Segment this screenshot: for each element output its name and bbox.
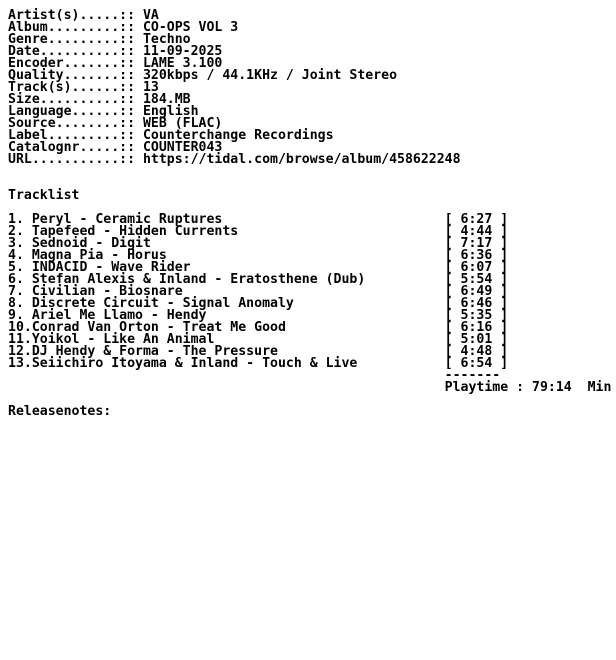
blank-line (8, 178, 611, 190)
track-row: 12.DJ Hendy & Forma - The Pressure [ 4:48 ] (8, 344, 509, 359)
info-line-label: Label.........:: Counterchange Recordings (8, 128, 334, 143)
info-line-tracks: Track(s)......:: 13 (8, 80, 159, 95)
info-line-language: Language......:: English (8, 104, 199, 119)
track-row: 13.Seiichiro Itoyama & Inland - Touch & Live [ 6:54 ] (8, 356, 509, 371)
info-line-quality: Quality.......:: 320kbps / 44.1KHz / Joint Stereo (8, 68, 398, 83)
track-row: 5. INDACID - Wave Rider [ 6:07 ] (8, 260, 509, 275)
blank-line (8, 166, 611, 178)
info-line-url: URL...........:: https://tidal.com/browse/album/458622248 (8, 152, 461, 167)
track-row: 4. Magna Pia - Horus [ 6:36 ] (8, 248, 509, 263)
info-line-genre: Genre.........:: Techno (8, 32, 191, 47)
track-row: 3. Sednoid - Digit [ 7:17 ] (8, 236, 509, 251)
info-line-catalognr: Catalognr.....:: COUNTER043 (8, 140, 223, 155)
track-row: 10.Conrad Van Orton - Treat Me Good [ 6:16 ] (8, 320, 509, 335)
releasenotes-heading: Releasenotes: (8, 404, 112, 419)
info-line-album: Album.........:: CO-OPS VOL 3 (8, 20, 239, 35)
info-line-encoder: Encoder.......:: LAME 3.100 (8, 56, 223, 71)
track-row: 6. Stefan Alexis & Inland - Eratosthene (Dub) [ 5:54 ] (8, 272, 509, 287)
info-line-artist: Artist(s).....:: VA (8, 8, 159, 23)
nfo-text (8, 10, 611, 418)
info-line-source: Source........:: WEB (FLAC) (8, 116, 223, 131)
track-row: 2. Tapefeed - Hidden Currents [ 4:44 ] (8, 224, 509, 239)
info-line-date: Date..........:: 11-09-2025 (8, 44, 223, 59)
playtime-line: Playtime : 79:14 Min (8, 380, 612, 395)
tracklist-heading: Tracklist (8, 188, 80, 203)
info-line-size: Size..........:: 184.MB (8, 92, 191, 107)
track-row: 7. Civilian - Biosnare [ 6:49 ] (8, 284, 509, 299)
track-row: 8. Discrete Circuit - Signal Anomaly [ 6:46 ] (8, 296, 509, 311)
track-row: 11.Yoikol - Like An Animal [ 5:01 ] (8, 332, 509, 347)
total-divider: ------- (8, 368, 501, 383)
track-row: 9. Ariel Me Llamo - Hendy [ 5:35 ] (8, 308, 509, 323)
track-row: 1. Peryl - Ceramic Ruptures [ 6:27 ] (8, 212, 509, 227)
